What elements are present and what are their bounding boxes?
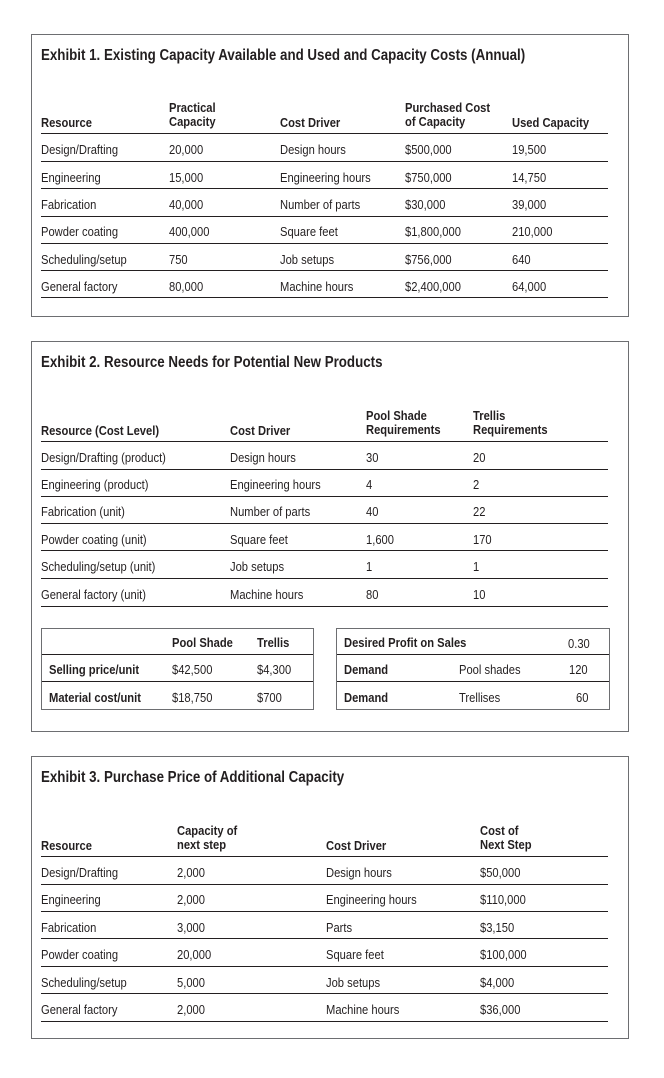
ex1-cell: Machine hours <box>280 279 354 294</box>
ex3-row-rule <box>41 938 608 939</box>
ex1-row-rule <box>41 216 608 217</box>
ex1-header-used-capacity: Used Capacity <box>512 115 590 130</box>
ex2-cell: Square feet <box>230 532 288 547</box>
ex3-cell: 20,000 <box>177 947 212 962</box>
ex1-cell: Design hours <box>280 142 346 157</box>
ex1-header-resource: Resource <box>41 115 92 130</box>
ex2-header-resource: Resource (Cost Level) <box>41 423 160 438</box>
ex3-cell: $36,000 <box>480 1002 521 1017</box>
exhibit-2-box <box>31 341 629 732</box>
ex3-cell: $110,000 <box>480 892 526 907</box>
ex2-cell: Fabrication (unit) <box>41 504 125 519</box>
ex2-cell: 40 <box>366 504 379 519</box>
price-header-pool-shade: Pool Shade <box>172 635 233 650</box>
ex3-cell: 5,000 <box>177 975 205 990</box>
ex1-cell: 14,750 <box>512 170 547 185</box>
ex3-header-cost-next-step: Cost of Next Step <box>480 823 532 852</box>
ex1-cell: $30,000 <box>405 197 446 212</box>
ex1-row-rule <box>41 270 608 271</box>
ex2-header-cost-driver: Cost Driver <box>230 423 291 438</box>
ex2-cell: 22 <box>473 504 486 519</box>
demand-product: Trellises <box>459 690 501 705</box>
exhibit-3-title: Exhibit 3. Purchase Price of Additional Capacity <box>41 769 345 786</box>
ex3-cell: Engineering hours <box>326 892 417 907</box>
ex3-cell: Engineering <box>41 892 101 907</box>
ex1-cell: Powder coating <box>41 224 119 239</box>
ex2-cell: 20 <box>473 450 486 465</box>
ex2-cell: Job setups <box>230 559 285 574</box>
ex3-header-capacity-next-step: Capacity of next step <box>177 823 238 852</box>
ex2-header-trellis: Trellis Requirements <box>473 408 548 437</box>
ex1-cell: $500,000 <box>405 142 452 157</box>
ex1-cell: Design/Drafting <box>41 142 119 157</box>
ex3-cell: Design/Drafting <box>41 865 119 880</box>
ex3-header-cost-driver: Cost Driver <box>326 838 387 853</box>
price-row-label: Selling price/unit <box>49 662 140 677</box>
ex3-row-rule <box>41 966 608 967</box>
ex1-cell: $756,000 <box>405 252 452 267</box>
ex3-header-resource: Resource <box>41 838 92 853</box>
ex2-cell: 30 <box>366 450 379 465</box>
ex3-cell: 2,000 <box>177 892 205 907</box>
ex1-cell: 80,000 <box>169 279 204 294</box>
ex2-cell: Number of parts <box>230 504 311 519</box>
ex1-cell: Scheduling/setup <box>41 252 127 267</box>
ex2-cell: Machine hours <box>230 587 304 602</box>
ex1-cell: 20,000 <box>169 142 204 157</box>
ex1-cell: $2,400,000 <box>405 279 461 294</box>
ex1-header-purchased-cost: Purchased Cost of Capacity <box>405 100 491 129</box>
ex3-cell: Design hours <box>326 865 392 880</box>
ex2-cell: Powder coating (unit) <box>41 532 147 547</box>
ex2-cell: Design hours <box>230 450 296 465</box>
demand-header-rule <box>337 654 609 655</box>
ex1-cell: 210,000 <box>512 224 553 239</box>
ex1-cell: Engineering hours <box>280 170 371 185</box>
ex1-row-rule <box>41 188 608 189</box>
ex2-cell: Engineering (product) <box>41 477 149 492</box>
ex1-cell: $750,000 <box>405 170 452 185</box>
ex3-cell: 3,000 <box>177 920 205 935</box>
ex2-cell: 1,600 <box>366 532 394 547</box>
ex1-cell: 640 <box>512 252 531 267</box>
ex3-cell: Parts <box>326 920 353 935</box>
ex3-row-rule <box>41 993 608 994</box>
ex3-cell: $100,000 <box>480 947 527 962</box>
ex2-cell: 80 <box>366 587 379 602</box>
ex3-cell: $4,000 <box>480 975 515 990</box>
ex1-cell: Fabrication <box>41 197 97 212</box>
ex3-cell: Powder coating <box>41 947 119 962</box>
ex1-row-rule <box>41 161 608 162</box>
ex1-header-practical-capacity: Practical Capacity <box>169 100 216 129</box>
ex2-header-rule <box>41 441 608 442</box>
ex1-row-rule <box>41 243 608 244</box>
ex1-cell: 39,000 <box>512 197 547 212</box>
ex3-cell: 2,000 <box>177 1002 205 1017</box>
price-row-rule <box>42 681 313 682</box>
ex3-cell: Job setups <box>326 975 381 990</box>
price-header-rule <box>42 654 313 655</box>
ex2-cell: 1 <box>473 559 480 574</box>
exhibit-1-box <box>31 34 629 317</box>
ex3-cell: $50,000 <box>480 865 521 880</box>
desired-profit-label: Desired Profit on Sales <box>344 635 467 650</box>
ex3-row-rule <box>41 1021 608 1022</box>
ex3-cell: Machine hours <box>326 1002 400 1017</box>
exhibit-2-title: Exhibit 2. Resource Needs for Potential New Products <box>41 354 383 371</box>
ex2-cell: 4 <box>366 477 373 492</box>
demand-product: Pool shades <box>459 662 521 677</box>
ex1-cell: $1,800,000 <box>405 224 461 239</box>
ex1-cell: Job setups <box>280 252 335 267</box>
price-header-trellis: Trellis <box>257 635 290 650</box>
demand-label: Demand <box>344 690 389 705</box>
ex2-cell: General factory (unit) <box>41 587 147 602</box>
ex1-header-cost-driver: Cost Driver <box>280 115 341 130</box>
ex2-cell: 10 <box>473 587 486 602</box>
ex1-cell: Number of parts <box>280 197 361 212</box>
ex1-cell: 64,000 <box>512 279 547 294</box>
ex1-header-rule <box>41 133 608 134</box>
demand-table <box>336 628 610 710</box>
ex1-cell: 40,000 <box>169 197 204 212</box>
ex1-cell: Engineering <box>41 170 101 185</box>
ex2-cell: Design/Drafting (product) <box>41 450 166 465</box>
ex2-cell: Engineering hours <box>230 477 321 492</box>
ex3-cell: $3,150 <box>480 920 515 935</box>
demand-value: 120 <box>569 662 588 677</box>
ex3-cell: Scheduling/setup <box>41 975 127 990</box>
ex1-cell: 400,000 <box>169 224 210 239</box>
ex2-row-rule <box>41 606 608 607</box>
ex2-row-rule <box>41 523 608 524</box>
ex3-cell: 2,000 <box>177 865 205 880</box>
ex1-cell: 19,500 <box>512 142 547 157</box>
demand-value: 60 <box>576 690 589 705</box>
demand-label: Demand <box>344 662 389 677</box>
ex1-cell: 750 <box>169 252 188 267</box>
ex2-cell: 1 <box>366 559 373 574</box>
ex3-row-rule <box>41 884 608 885</box>
ex1-cell: 15,000 <box>169 170 204 185</box>
ex2-row-rule <box>41 496 608 497</box>
price-cell: $700 <box>257 690 282 705</box>
ex1-cell: Square feet <box>280 224 338 239</box>
ex2-row-rule <box>41 578 608 579</box>
ex2-row-rule <box>41 550 608 551</box>
ex1-row-rule <box>41 297 608 298</box>
desired-profit-value: 0.30 <box>568 636 590 651</box>
price-table <box>41 628 314 710</box>
ex3-cell: Square feet <box>326 947 384 962</box>
exhibit-3-box <box>31 756 629 1039</box>
ex3-cell: General factory <box>41 1002 118 1017</box>
ex2-cell: 2 <box>473 477 480 492</box>
price-cell: $42,500 <box>172 662 213 677</box>
ex2-header-pool-shade: Pool Shade Requirements <box>366 408 441 437</box>
ex2-row-rule <box>41 469 608 470</box>
ex3-cell: Fabrication <box>41 920 97 935</box>
ex2-cell: Scheduling/setup (unit) <box>41 559 156 574</box>
exhibit-1-title: Exhibit 1. Existing Capacity Available and Used and Capacity Costs (Annual) <box>41 47 526 64</box>
price-cell: $18,750 <box>172 690 213 705</box>
ex3-row-rule <box>41 911 608 912</box>
ex2-cell: 170 <box>473 532 492 547</box>
price-cell: $4,300 <box>257 662 292 677</box>
demand-row-rule <box>337 681 609 682</box>
ex3-header-rule <box>41 856 608 857</box>
ex1-cell: General factory <box>41 279 118 294</box>
price-row-label: Material cost/unit <box>49 690 141 705</box>
